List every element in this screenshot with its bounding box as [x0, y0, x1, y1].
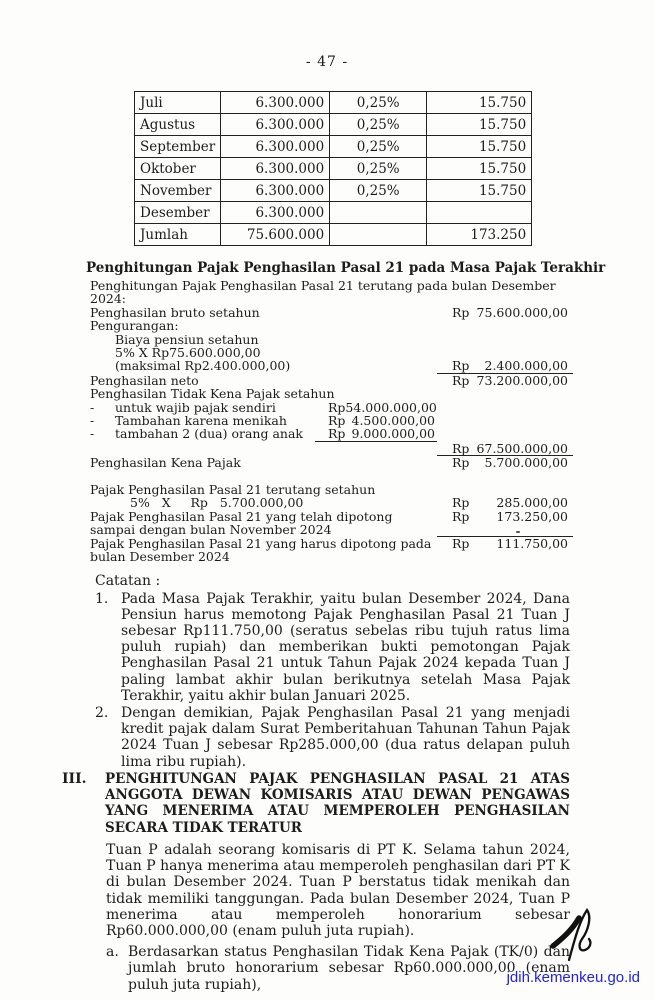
calc-line: [90, 359, 573, 373]
calc-label: Biaya pensiun setahun: [115, 331, 259, 347]
cell-month: Juli: [135, 92, 221, 114]
calc-line: [90, 346, 573, 359]
item-text: Pada Masa Pajak Terakhir, yaitu bulan Desember 2024, Dana Pensiun harus memotong Pajak Penghasilan Pasal 21 Tuan J sebesar Rp111.750,00 (seratus sebelas ribu tujuh ratus lima puluh rupiah) dan memberikan bukti pemotongan Pajak Penghasilan Pasal 21 untuk Tahun Pajak 2024 kepada Tuan J paling lambat akhir bulan berikutnya setelah Masa Pajak Terakhir, yaitu akhir bulan Januari 2025.: [121, 590, 570, 704]
currency-rp: Rp: [452, 440, 470, 456]
calc-mid-amount: [315, 414, 437, 427]
cell-rate: [330, 202, 427, 224]
cell-month: Agustus: [135, 114, 221, 136]
calc-line: [90, 537, 573, 564]
calc-line: [90, 387, 573, 400]
catatan-item: [95, 705, 570, 770]
calc-right-amount: [437, 306, 573, 319]
table-row: [135, 114, 532, 136]
amount-value: 2.400.000,00: [484, 358, 568, 374]
calc-label: 5% X Rp 5.700.000,00: [130, 495, 304, 511]
section-iii: [62, 771, 570, 836]
section-paragraph: Tuan P adalah seorang komisaris di PT K. Selama tahun 2024, Tuan P hanya menerima atau memperoleh penghasilan dari PT K di bulan Desember 2024. Tuan P berstatus tidak menikah dan tidak memiliki tanggungan. Pada bulan Desember 2024, Tuan P menerima atau memperoleh honorarium sebesar Rp60.000.000,00 (enam puluh juta rupiah).: [106, 841, 570, 939]
calc-label: 5% X Rp75.600.000,00: [115, 345, 261, 361]
cell-rate: 0,25%: [330, 92, 427, 114]
calc-label: untuk wajib pajak sendiri: [115, 399, 276, 415]
cell-rate: 0,25%: [330, 180, 427, 202]
currency-rp: Rp: [452, 455, 470, 471]
cell-amount: 6.300.000: [221, 202, 330, 224]
cell-tax: 15.750: [427, 158, 532, 180]
list-dash: -: [90, 426, 95, 442]
calc-line: [90, 414, 573, 427]
cell-month: September: [135, 136, 221, 158]
item-text: Berdasarkan status Penghasilan Tidak Kena Pajak (TK/0) dan jumlah bruto honorarium sebesar Rp60.000.000,00 (enam puluh juta rupiah),: [128, 944, 570, 993]
cell-rate: 0,25%: [330, 158, 427, 180]
currency-rp: Rp: [452, 358, 470, 374]
amount-value: 285.000,00: [496, 495, 568, 511]
calc-label: Tambahan karena menikah: [115, 413, 287, 429]
calc-line: [90, 510, 573, 537]
cell-amount: 6.300.000: [221, 136, 330, 158]
item-number: 1.: [95, 590, 109, 607]
scan-artifact-dot: [516, 531, 520, 533]
calc-line: [90, 470, 573, 483]
signature-initials-icon: [548, 906, 608, 964]
cell-month: Oktober: [135, 158, 221, 180]
calc-line: [90, 401, 573, 414]
currency-rp: Rp: [452, 304, 470, 320]
monthly-tax-table: [134, 91, 532, 246]
amount-value: 54.000.000,00: [345, 399, 437, 415]
amount-value: 67.500.000,00: [476, 440, 568, 456]
calc-line: [90, 306, 573, 319]
item-text: Dengan demikian, Pajak Penghasilan Pasal 21 yang menjadi kredit pajak dalam Surat Pemberitahuan Tahunan Tahun Pajak 2024 Tuan J sebesar Rp285.000,00 (dua ratus delapan puluh lima ribu rupiah).: [121, 704, 570, 770]
table-row: [135, 180, 532, 202]
calc-label: Pajak Penghasilan Pasal 21 yang telah dipotong sampai dengan bulan November 2024: [90, 508, 393, 538]
item-number: a.: [106, 944, 119, 961]
calc-label: Penghasilan Tidak Kena Pajak setahun: [90, 386, 335, 402]
catatan-section: [95, 573, 570, 770]
cell-month: November: [135, 180, 221, 202]
currency-rp: Rp: [328, 413, 346, 429]
calc-line: [90, 442, 573, 456]
calc-right-amount: [437, 496, 573, 509]
cell-tax: 15.750: [427, 114, 532, 136]
cell-rate: 0,25%: [330, 114, 427, 136]
calc-right-amount: [437, 442, 573, 456]
calc-line: [90, 374, 573, 387]
cell-amount: 6.300.000: [221, 92, 330, 114]
table-row: [135, 224, 532, 246]
currency-rp: Rp: [452, 535, 470, 551]
cell-tax: 173.250: [427, 224, 532, 246]
calc-right-amount: [437, 456, 573, 469]
amount-value: 73.200.000,00: [476, 372, 568, 388]
calc-label: (maksimal Rp2.400.000,00): [115, 358, 291, 374]
calc-line: [90, 483, 573, 496]
cell-month: Jumlah: [135, 224, 221, 246]
table-row: [135, 136, 532, 158]
cell-amount: 6.300.000: [221, 180, 330, 202]
currency-rp: Rp: [452, 495, 470, 511]
calc-label: Penghasilan bruto setahun: [90, 304, 260, 320]
calc-line: [90, 427, 573, 441]
catatan-list: [95, 591, 570, 770]
amount-value: 9.000.000,00: [351, 426, 435, 442]
cell-rate: 0,25%: [330, 136, 427, 158]
calc-label: Penghitungan Pajak Penghasilan Pasal 21 terutang pada bulan Desember 2024:: [90, 278, 556, 307]
currency-rp: Rp: [328, 426, 346, 442]
section-numeral: III.: [62, 770, 87, 787]
calc-label: Pengurangan:: [90, 318, 179, 334]
calc-right-amount: [437, 537, 573, 550]
calc-line: [90, 279, 573, 306]
cell-tax: [427, 202, 532, 224]
amount-value: 4.500.000,00: [351, 413, 435, 429]
calc-line: [90, 456, 573, 469]
table-row: [135, 92, 532, 114]
list-dash: -: [90, 399, 95, 415]
calc-right-amount: [437, 510, 573, 537]
cell-tax: 15.750: [427, 136, 532, 158]
amount-value: 173.250,00: [496, 508, 568, 524]
currency-rp: Rp: [452, 372, 470, 388]
calc-line: [90, 333, 573, 346]
list-dash: -: [90, 413, 95, 429]
section-heading: PENGHITUNGAN PAJAK PENGHASILAN PASAL 21 ATAS ANGGOTA DEWAN KOMISARIS ATAU DEWAN PENGAWAS YANG MENERIMA ATAU MEMPEROLEH PENGHASILAN SECARA TIDAK TERATUR: [105, 770, 570, 836]
currency-rp: Rp: [328, 399, 346, 415]
calc-label: Pajak Penghasilan Pasal 21 terutang setahun: [90, 482, 376, 498]
calc-label: Penghasilan neto: [90, 372, 199, 388]
catatan-item: [95, 591, 570, 704]
cell-amount: 75.600.000: [221, 224, 330, 246]
calc-line: [90, 319, 573, 332]
calc-section-title: Penghitungan Pajak Penghasilan Pasal 21 pada Masa Pajak Terakhir: [86, 260, 606, 276]
calc-mid-amount: [315, 401, 437, 414]
calc-line: [90, 496, 573, 509]
cell-rate: [330, 224, 427, 246]
cell-amount: 6.300.000: [221, 158, 330, 180]
calc-right-amount: [437, 374, 573, 387]
cell-tax: 15.750: [427, 180, 532, 202]
sub-item-a: [106, 944, 570, 993]
cell-amount: 6.300.000: [221, 114, 330, 136]
calc-label: Pajak Penghasilan Pasal 21 yang harus dipotong pada bulan Desember 2024: [90, 535, 432, 565]
calc-mid-amount: [315, 427, 437, 441]
catatan-label: Catatan :: [95, 572, 161, 589]
amount-value: 111.750,00: [496, 535, 568, 551]
calc-lines: [90, 279, 573, 564]
calc-label: tambahan 2 (dua) orang anak: [115, 426, 303, 442]
page-number: - 47 -: [305, 54, 349, 70]
amount-value: 75.600.000,00: [476, 304, 568, 320]
jdih-footer-link[interactable]: jdih.kemenkeu.go.id: [506, 969, 640, 986]
calc-right-amount: [437, 359, 573, 373]
table-row: [135, 158, 532, 180]
amount-value: 5.700.000,00: [484, 455, 568, 471]
table-row: [135, 202, 532, 224]
calc-label: Penghasilan Kena Pajak: [90, 455, 241, 471]
currency-rp: Rp: [452, 508, 470, 524]
cell-tax: 15.750: [427, 92, 532, 114]
cell-month: Desember: [135, 202, 221, 224]
item-number: 2.: [95, 704, 109, 721]
